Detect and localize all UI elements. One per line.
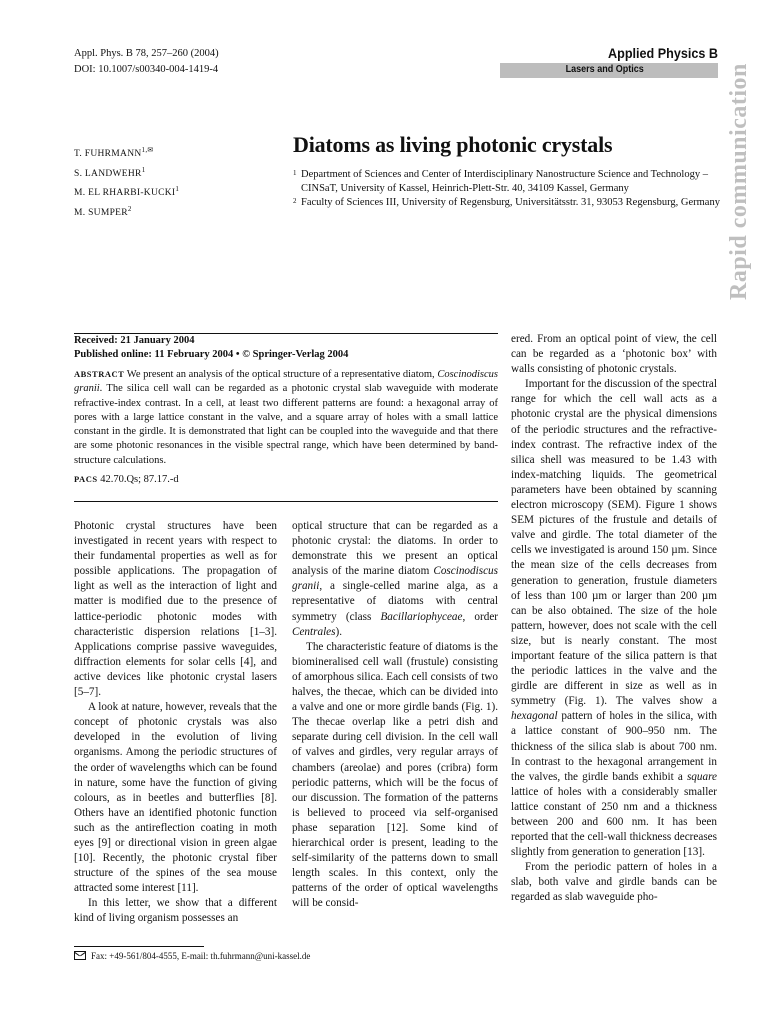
author: M. SUMPER$^2$ <box>74 204 132 219</box>
published-date: Published online: 11 February 2004 • © Springer-Verlag 2004 <box>74 349 349 360</box>
affiliation: 2 Faculty of Sciences III, University of Regensburg, Universitätsstr. 31, 93053 Regensburg, Germany <box>293 197 720 208</box>
body-column-2 <box>292 519 498 911</box>
paper-title: Diatoms as living photonic crystals <box>293 132 613 157</box>
pacs-value: 42.70.Qs; 87.17.-d <box>100 474 179 485</box>
received-date: Received: 21 January 2004 <box>74 335 195 346</box>
abstract: ABSTRACT We present an analysis of the optical structure of a representative diatom, Coscinodiscus granii. The silica cell wall can be regarded as a photonic crystal slab waveguide with moderate refractive-index contrast. In a cell, at least two different patterns are found: a hexagonal array of pores with a large lattice constant in the valve, and a square array of holes with a small lattice constant in the girdle. It is demonstrated that light can be coupled into the waveguide and that there are some photonic resonances in the visible spectral range, which have been determined by band-structure calculations. <box>74 369 499 466</box>
paragraph: Important for the discussion of the spectral range for which the cell wall acts as a photonic crystal are the physical dimensions of the periodic structures and the refractive-index contrast. The refractive index of the silica shell was measured to be 1.43 with index-matching liquids. The geometrical parameters have been obtained by scanning electron microscopy (SEM). Figure 1 shows SEM pictures of the frustule and details of valve and girdle. The total diameter of the cells we investigated is around 150 µm. Since the mean size of the cells decreases from generation to generation, frustule diameters of less than 100 µm or larger than 200 µm can be also obtained. The size of the hole pattern, however, does not scale with the cell size, but is nearly constant. The most important feature of the silica pattern is that the periodic lattices in the valve and the girdle are different in size as well as in symmetry (Fig. 1). The valves show a hexagonal pattern of holes in the silica, with a lattice constant of 900–950 nm. The thickness of the silica slab is about 700 nm. In contrast to the hexagonal arrangement in the valves, the girdle bands exhibit a square lattice of holes with a considerably smaller lattice constant of 250 nm and a thickness between 200 and 600 nm. It has been reported that the cell-wall thickness decreases slightly from generation to generation [13]. <box>511 378 718 859</box>
affiliations <box>293 168 723 210</box>
journal-citation <box>74 46 219 78</box>
paragraph: Photonic crystal structures have been investigated in recent years with respect to their fundamental properties as well as for possible applications. The propagation of light as well as the interaction of light and matter is modified due to the presence of lattice-periodic photonic modes with characteristic dispersion relations [1–3]. Applications comprise passive waveguides, diffraction elements for solar cells [4], and active devices like photonic crystal lasers [5–7]. <box>74 520 277 699</box>
doi-line: DOI: 10.1007/s00340-004-1419-4 <box>74 64 219 75</box>
corresponding-author-footnote <box>74 951 310 961</box>
body-column-1 <box>74 519 277 927</box>
paragraph: A look at nature, however, reveals that the concept of photonic crystals was also developed in the evolution of living organisms. Among the periodic structures of the order of wavelengths which can be found in nature, some have the function of giving colours, as in beetles and butterflies [8]. Others have an identified photonic function such as the antireflection coating in moth eyes [9] or directional vision in green algae [10]. Recently, the photonic crystal fiber structure of the spines of the sea mouse attracted some interest [11]. <box>74 701 277 895</box>
abstract-label: ABSTRACT <box>74 369 125 379</box>
divider <box>74 501 498 502</box>
author: T. $FUHRMANN^{1,✉}$ <box>74 146 154 160</box>
footnote-divider <box>74 946 204 947</box>
paragraph: From the periodic pattern of holes in a slab, both valve and girdle bands can be regarded as slab waveguide pho- <box>511 861 717 904</box>
envelope-icon <box>74 951 86 960</box>
author: M. EL RHARBI-KUCKI$^1$ <box>74 185 180 199</box>
section-name: Lasers and Optics <box>565 64 644 75</box>
section-bar <box>500 63 718 78</box>
paragraph: optical structure that can be regarded as a photonic crystal: the diatoms. In order to demonstrate this we present an optical analysis of the marine diatom Coscinodiscus granii, a single-celled marine alga, as a representative of diatoms with central symmetry (class Bacillariophyceae, order Centrales). <box>292 520 499 638</box>
paragraph: In this letter, we show that a different kind of living organism possesses an <box>74 897 277 925</box>
citation-line: Appl. Phys. B 78, 257–260 (2004) <box>74 48 219 59</box>
author-list <box>74 143 179 222</box>
pacs-label: PACS <box>74 474 98 484</box>
footnote-text: Fax: +49-561/804-4555, E-mail: th.fuhrmann@uni-kassel.de <box>91 951 311 961</box>
pacs-codes <box>74 474 179 485</box>
paragraph: The characteristic feature of diatoms is the biomineralised cell wall (frustule) consisting of amorphous silica. Each cell consists of two halves, the thecae, which can be divided into a valve and one or more girdle bands (Fig. 1). The thecae overlap like a petri dish and separate during cell division. In the cell wall of valves and girdles, very regular arrays of chambers (areolae) and pores (cribra) form periodic patterns, which will be the focus of our discussion. The formation of the patterns is believed to proceed via self-organised phase separation [12]. Some kind of hierarchical order is present, leading to the self-similarity of the patterns down to small length scales. In this context, only the patterns of the order of optical wavelengths will be consid- <box>292 640 498 910</box>
body-column-3 <box>511 332 717 906</box>
author: S. LANDWEHR$^1$ <box>74 165 146 179</box>
side-label-text: Rapid communication <box>726 63 752 300</box>
journal-name: Applied Physics B <box>608 45 718 61</box>
rapid-communication-label <box>722 63 752 545</box>
publication-dates <box>74 334 348 362</box>
affiliation: 1 Department of Sciences and Center of Interdisciplinary Nanostructure Science and Technology – CINSaT, University of Kassel, Heinrich-Plett-Str. 40, 34109 Kassel, Germany <box>293 169 708 194</box>
journal-brand <box>500 45 718 78</box>
paragraph: ered. From an optical point of view, the cell can be regarded as a ‘photonic box’ with walls consisting of photonic crystals. <box>511 333 717 376</box>
